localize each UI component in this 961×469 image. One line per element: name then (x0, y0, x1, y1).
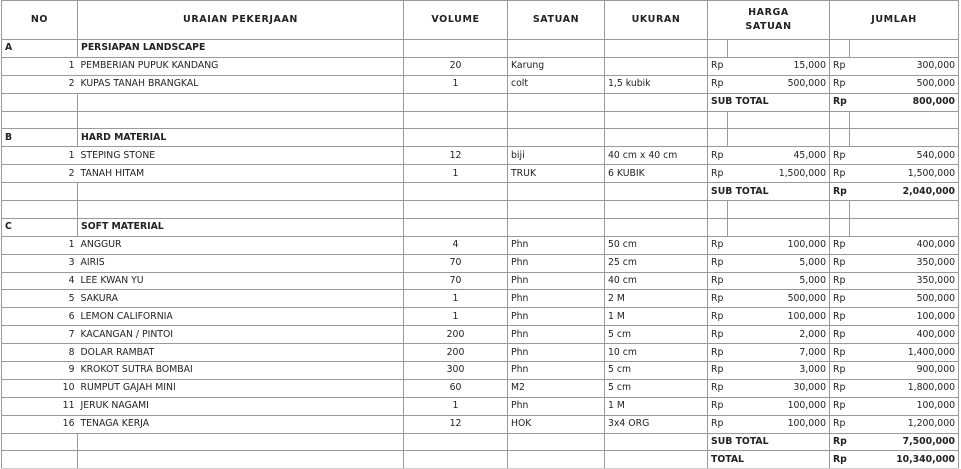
empty-cell (2, 93, 78, 111)
item-no: 1 (2, 147, 78, 165)
item-harga-currency: Rp (708, 362, 728, 380)
item-ukuran: 5 cm (605, 379, 708, 397)
empty-cell (728, 111, 830, 129)
table-row (2, 415, 959, 433)
empty-cell (728, 40, 830, 58)
item-volume: 1 (404, 397, 508, 415)
item-harga-currency: Rp (708, 326, 728, 344)
table-row (2, 362, 959, 380)
empty-cell (404, 451, 508, 469)
item-jumlah-currency: Rp (830, 308, 850, 326)
item-harga-currency: Rp (708, 290, 728, 308)
item-ukuran: 5 cm (605, 326, 708, 344)
item-ukuran: 25 cm (605, 254, 708, 272)
table-row (2, 344, 959, 362)
empty-cell (830, 129, 850, 147)
item-ukuran: 10 cm (605, 344, 708, 362)
item-jumlah: 500,000 (850, 290, 959, 308)
header-ukuran: UKURAN (605, 1, 708, 40)
item-jumlah: 1,800,000 (850, 379, 959, 397)
header-harga-line2: SATUAN (745, 21, 792, 32)
item-ukuran (605, 57, 708, 75)
table-row (2, 308, 959, 326)
item-harga: 45,000 (728, 147, 830, 165)
subtotal-row (2, 433, 959, 451)
item-jumlah: 1,500,000 (850, 165, 959, 183)
item-harga-currency: Rp (708, 344, 728, 362)
section-title: PERSIAPAN LANDSCAPE (78, 40, 404, 58)
item-jumlah-currency: Rp (830, 272, 850, 290)
empty-cell (2, 433, 78, 451)
item-ukuran: 1 M (605, 308, 708, 326)
item-name: TANAH HITAM (78, 165, 404, 183)
section-code: C (2, 218, 78, 236)
item-harga-currency: Rp (708, 379, 728, 397)
empty-cell (508, 111, 605, 129)
empty-cell (404, 218, 508, 236)
item-jumlah: 1,400,000 (850, 344, 959, 362)
item-jumlah-currency: Rp (830, 397, 850, 415)
empty-cell (605, 218, 708, 236)
item-satuan: Phn (508, 290, 605, 308)
item-volume: 200 (404, 344, 508, 362)
item-jumlah: 540,000 (850, 147, 959, 165)
item-jumlah-currency: Rp (830, 165, 850, 183)
item-no: 8 (2, 344, 78, 362)
empty-cell (605, 40, 708, 58)
item-jumlah: 300,000 (850, 57, 959, 75)
header-satuan: SATUAN (508, 1, 605, 40)
table-row (2, 147, 959, 165)
item-harga: 100,000 (728, 415, 830, 433)
empty-cell (605, 93, 708, 111)
section-title: HARD MATERIAL (78, 129, 404, 147)
header-row (2, 1, 959, 40)
item-volume: 70 (404, 254, 508, 272)
item-harga: 5,000 (728, 254, 830, 272)
subtotal-value: 2,040,000 (850, 183, 959, 201)
subtotal-label: SUB TOTAL (708, 183, 830, 201)
item-no: 5 (2, 290, 78, 308)
empty-cell (850, 40, 959, 58)
item-ukuran: 40 cm (605, 272, 708, 290)
empty-cell (708, 111, 728, 129)
item-name: LEE KWAN YU (78, 272, 404, 290)
item-satuan: Phn (508, 344, 605, 362)
empty-cell (78, 111, 404, 129)
item-satuan: Phn (508, 362, 605, 380)
empty-cell (605, 201, 708, 219)
empty-cell (728, 129, 830, 147)
empty-cell (708, 201, 728, 219)
item-harga-currency: Rp (708, 415, 728, 433)
item-volume: 1 (404, 290, 508, 308)
item-jumlah: 350,000 (850, 272, 959, 290)
item-name: KUPAS TANAH BRANGKAL (78, 75, 404, 93)
table-row (2, 75, 959, 93)
item-jumlah: 100,000 (850, 308, 959, 326)
item-no: 11 (2, 397, 78, 415)
spacer-row (2, 111, 959, 129)
item-harga-currency: Rp (708, 236, 728, 254)
item-satuan: Phn (508, 397, 605, 415)
item-no: 1 (2, 236, 78, 254)
item-name: TENAGA KERJA (78, 415, 404, 433)
header-harga-satuan (708, 1, 830, 40)
empty-cell (708, 218, 728, 236)
item-name: LEMON CALIFORNIA (78, 308, 404, 326)
item-name: JERUK NAGAMI (78, 397, 404, 415)
empty-cell (728, 218, 830, 236)
empty-cell (404, 433, 508, 451)
item-name: DOLAR RAMBAT (78, 344, 404, 362)
subtotal-label: SUB TOTAL (708, 433, 830, 451)
empty-cell (508, 93, 605, 111)
item-no: 10 (2, 379, 78, 397)
empty-cell (850, 111, 959, 129)
section-title: SOFT MATERIAL (78, 218, 404, 236)
empty-cell (2, 201, 78, 219)
empty-cell (508, 433, 605, 451)
item-ukuran: 2 M (605, 290, 708, 308)
empty-cell (830, 218, 850, 236)
empty-cell (2, 111, 78, 129)
item-name: SAKURA (78, 290, 404, 308)
empty-cell (404, 93, 508, 111)
empty-cell (78, 183, 404, 201)
item-satuan: Phn (508, 236, 605, 254)
table-row (2, 290, 959, 308)
empty-cell (508, 218, 605, 236)
empty-cell (78, 451, 404, 469)
item-harga: 15,000 (728, 57, 830, 75)
item-jumlah-currency: Rp (830, 362, 850, 380)
subtotal-value: 7,500,000 (850, 433, 959, 451)
table-row (2, 57, 959, 75)
empty-cell (508, 201, 605, 219)
empty-cell (508, 451, 605, 469)
item-ukuran: 1,5 kubik (605, 75, 708, 93)
header-harga-line1: HARGA (748, 7, 789, 18)
empty-cell (708, 129, 728, 147)
item-jumlah: 1,200,000 (850, 415, 959, 433)
item-ukuran: 3x4 ORG (605, 415, 708, 433)
item-satuan: Phn (508, 254, 605, 272)
item-volume: 70 (404, 272, 508, 290)
item-satuan: M2 (508, 379, 605, 397)
item-harga: 30,000 (728, 379, 830, 397)
empty-cell (2, 451, 78, 469)
item-jumlah-currency: Rp (830, 415, 850, 433)
empty-cell (850, 129, 959, 147)
empty-cell (728, 201, 830, 219)
item-volume: 200 (404, 326, 508, 344)
subtotal-value: 800,000 (850, 93, 959, 111)
item-harga-currency: Rp (708, 272, 728, 290)
subtotal-currency: Rp (830, 433, 850, 451)
item-jumlah-currency: Rp (830, 236, 850, 254)
item-harga: 3,000 (728, 362, 830, 380)
empty-cell (605, 111, 708, 129)
empty-cell (404, 183, 508, 201)
item-volume: 12 (404, 147, 508, 165)
empty-cell (508, 183, 605, 201)
item-jumlah: 400,000 (850, 326, 959, 344)
table-row (2, 254, 959, 272)
section-code: A (2, 40, 78, 58)
item-harga: 1,500,000 (728, 165, 830, 183)
item-jumlah-currency: Rp (830, 290, 850, 308)
item-name: PEMBERIAN PUPUK KANDANG (78, 57, 404, 75)
empty-cell (404, 201, 508, 219)
item-jumlah-currency: Rp (830, 147, 850, 165)
item-volume: 1 (404, 165, 508, 183)
item-no: 4 (2, 272, 78, 290)
item-satuan: Phn (508, 272, 605, 290)
item-ukuran: 1 M (605, 397, 708, 415)
budget-table (1, 0, 959, 469)
empty-cell (78, 201, 404, 219)
item-satuan: Phn (508, 326, 605, 344)
item-harga-currency: Rp (708, 165, 728, 183)
item-harga-currency: Rp (708, 147, 728, 165)
item-jumlah-currency: Rp (830, 75, 850, 93)
section-code: B (2, 129, 78, 147)
item-jumlah-currency: Rp (830, 379, 850, 397)
header-uraian: URAIAN PEKERJAAN (78, 1, 404, 40)
item-harga: 500,000 (728, 75, 830, 93)
item-satuan: Karung (508, 57, 605, 75)
item-harga-currency: Rp (708, 397, 728, 415)
section-row (2, 218, 959, 236)
item-volume: 300 (404, 362, 508, 380)
item-name: ANGGUR (78, 236, 404, 254)
item-volume: 20 (404, 57, 508, 75)
item-jumlah: 100,000 (850, 397, 959, 415)
empty-cell (605, 183, 708, 201)
subtotal-row (2, 93, 959, 111)
empty-cell (508, 129, 605, 147)
spacer-row (2, 201, 959, 219)
empty-cell (605, 433, 708, 451)
header-volume: VOLUME (404, 1, 508, 40)
item-no: 2 (2, 75, 78, 93)
item-harga: 5,000 (728, 272, 830, 290)
empty-cell (605, 129, 708, 147)
item-harga-currency: Rp (708, 75, 728, 93)
item-satuan: biji (508, 147, 605, 165)
subtotal-currency: Rp (830, 93, 850, 111)
empty-cell (708, 40, 728, 58)
item-name: AIRIS (78, 254, 404, 272)
item-satuan: TRUK (508, 165, 605, 183)
empty-cell (404, 40, 508, 58)
empty-cell (830, 40, 850, 58)
total-value: 10,340,000 (850, 451, 959, 469)
item-volume: 1 (404, 75, 508, 93)
item-harga-currency: Rp (708, 254, 728, 272)
item-jumlah-currency: Rp (830, 344, 850, 362)
subtotal-row (2, 183, 959, 201)
item-volume: 12 (404, 415, 508, 433)
item-no: 16 (2, 415, 78, 433)
item-harga: 100,000 (728, 397, 830, 415)
header-jumlah: JUMLAH (830, 1, 959, 40)
table-row (2, 236, 959, 254)
item-jumlah: 500,000 (850, 75, 959, 93)
item-no: 3 (2, 254, 78, 272)
item-ukuran: 40 cm x 40 cm (605, 147, 708, 165)
table-row (2, 165, 959, 183)
item-jumlah: 400,000 (850, 236, 959, 254)
empty-cell (404, 111, 508, 129)
item-harga: 2,000 (728, 326, 830, 344)
total-currency: Rp (830, 451, 850, 469)
empty-cell (830, 111, 850, 129)
item-harga: 100,000 (728, 236, 830, 254)
item-no: 9 (2, 362, 78, 380)
empty-cell (78, 433, 404, 451)
item-no: 1 (2, 57, 78, 75)
item-harga-currency: Rp (708, 57, 728, 75)
table-row (2, 326, 959, 344)
item-no: 2 (2, 165, 78, 183)
item-ukuran: 6 KUBIK (605, 165, 708, 183)
subtotal-label: SUB TOTAL (708, 93, 830, 111)
item-harga-currency: Rp (708, 308, 728, 326)
empty-cell (404, 129, 508, 147)
item-no: 7 (2, 326, 78, 344)
item-satuan: colt (508, 75, 605, 93)
item-harga: 7,000 (728, 344, 830, 362)
item-name: STEPING STONE (78, 147, 404, 165)
item-name: KACANGAN / PINTOI (78, 326, 404, 344)
item-jumlah-currency: Rp (830, 57, 850, 75)
item-no: 6 (2, 308, 78, 326)
item-volume: 60 (404, 379, 508, 397)
item-ukuran: 5 cm (605, 362, 708, 380)
item-satuan: Phn (508, 308, 605, 326)
item-name: KROKOT SUTRA BOMBAI (78, 362, 404, 380)
empty-cell (605, 451, 708, 469)
item-name: RUMPUT GAJAH MINI (78, 379, 404, 397)
table-row (2, 397, 959, 415)
item-ukuran: 50 cm (605, 236, 708, 254)
item-jumlah: 350,000 (850, 254, 959, 272)
header-no: NO (2, 1, 78, 40)
item-harga: 100,000 (728, 308, 830, 326)
item-jumlah-currency: Rp (830, 326, 850, 344)
empty-cell (850, 201, 959, 219)
section-row (2, 129, 959, 147)
item-satuan: HOK (508, 415, 605, 433)
item-jumlah-currency: Rp (830, 254, 850, 272)
empty-cell (850, 218, 959, 236)
section-row (2, 40, 959, 58)
table-row (2, 379, 959, 397)
total-row (2, 451, 959, 469)
table-row (2, 272, 959, 290)
item-volume: 1 (404, 308, 508, 326)
subtotal-currency: Rp (830, 183, 850, 201)
empty-cell (78, 93, 404, 111)
empty-cell (830, 201, 850, 219)
item-harga: 500,000 (728, 290, 830, 308)
empty-cell (2, 183, 78, 201)
total-label: TOTAL (708, 451, 830, 469)
item-volume: 4 (404, 236, 508, 254)
empty-cell (508, 40, 605, 58)
item-jumlah: 900,000 (850, 362, 959, 380)
